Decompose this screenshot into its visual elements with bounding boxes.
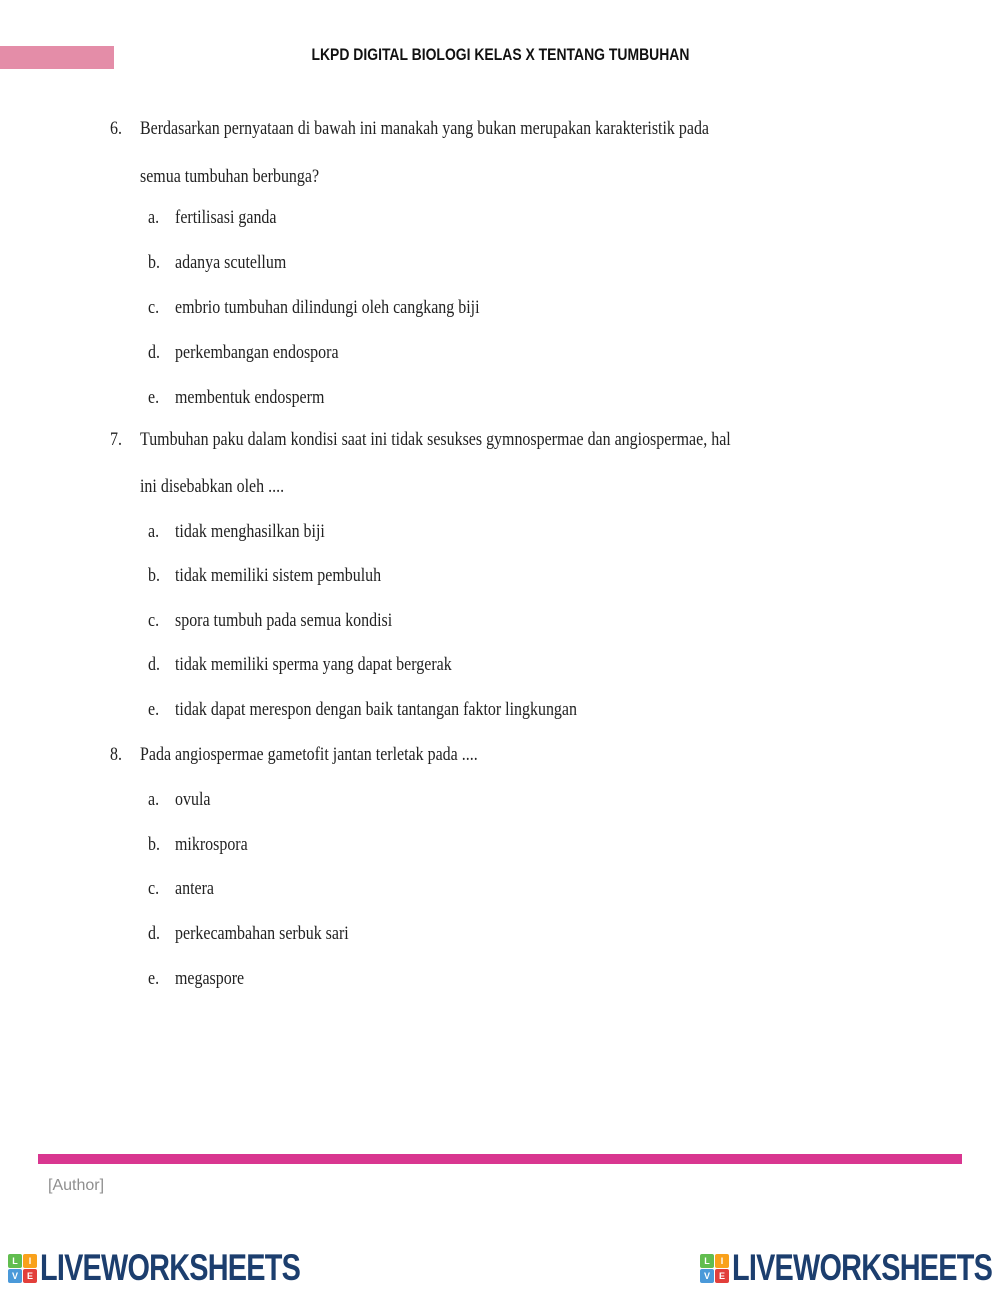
- option-letter: b.: [148, 252, 160, 273]
- option-letter: e.: [148, 968, 160, 989]
- author-placeholder: [Author]: [48, 1177, 105, 1194]
- option-text: fertilisasi ganda: [175, 207, 277, 228]
- page-title: LKPD DIGITAL BIOLOGI KELAS X TENTANG TUMBUHAN: [311, 45, 689, 64]
- option-text: tidak memiliki sistem pembuluh: [175, 565, 382, 586]
- liveworksheets-grid-icon: [8, 1254, 37, 1283]
- logo-letter-v: V: [8, 1269, 22, 1283]
- question-8-option-b: [0, 834, 1000, 858]
- logo-letter-e: E: [23, 1269, 37, 1283]
- logo-letter-v: V: [700, 1269, 714, 1283]
- option-text: antera: [175, 878, 214, 899]
- question-6-option-c: [0, 297, 1000, 321]
- question-7-line-1: [0, 429, 1000, 453]
- option-text: megaspore: [175, 968, 245, 989]
- liveworksheets-grid-icon: [700, 1254, 729, 1283]
- option-letter: b.: [148, 565, 160, 586]
- option-text: embrio tumbuhan dilindungi oleh cangkang biji: [175, 297, 480, 318]
- option-text: tidak memiliki sperma yang dapat bergerak: [175, 654, 452, 675]
- option-letter: e.: [148, 699, 160, 720]
- question-7-option-b: [0, 565, 1000, 589]
- logo-letter-l: L: [700, 1254, 714, 1268]
- option-text: adanya scutellum: [175, 252, 287, 273]
- option-text: tidak menghasilkan biji: [175, 521, 325, 542]
- option-letter: d.: [148, 342, 160, 363]
- question-7-line-2: [0, 476, 1000, 500]
- question-6-number: 6.: [110, 118, 122, 139]
- question-7-text-continued: ini disebabkan oleh ....: [140, 476, 285, 497]
- logo-letter-e: E: [715, 1269, 729, 1283]
- question-6-option-a: [0, 207, 1000, 231]
- option-text: spora tumbuh pada semua kondisi: [175, 610, 393, 631]
- option-text: tidak dapat merespon dengan baik tantangan faktor lingkungan: [175, 699, 577, 720]
- option-letter: c.: [148, 878, 160, 899]
- option-letter: a.: [148, 521, 160, 542]
- liveworksheets-wordmark: LIVEWORKSHEETS: [40, 1247, 301, 1288]
- question-6-line-1: [0, 118, 1000, 142]
- liveworksheets-wordmark: LIVEWORKSHEETS: [732, 1247, 993, 1288]
- option-letter: d.: [148, 654, 160, 675]
- question-8-option-e: [0, 968, 1000, 992]
- question-8-option-a: [0, 789, 1000, 813]
- question-7-option-c: [0, 610, 1000, 634]
- option-text: ovula: [175, 789, 211, 810]
- header: [0, 46, 1000, 63]
- logo-letter-i: I: [715, 1254, 729, 1268]
- question-8-option-d: [0, 923, 1000, 947]
- option-text: mikrospora: [175, 834, 248, 855]
- option-letter: a.: [148, 789, 160, 810]
- question-8-option-c: [0, 878, 1000, 902]
- question-6-option-e: [0, 387, 1000, 411]
- question-7-option-e: [0, 699, 1000, 723]
- question-8-line-1: [0, 744, 1000, 768]
- liveworksheets-logo-left[interactable]: [8, 1247, 373, 1288]
- question-7-text: Tumbuhan paku dalam kondisi saat ini tidak sesukses gymnospermae dan angiospermae, hal: [140, 429, 731, 450]
- question-6-text: Berdasarkan pernyataan di bawah ini manakah yang bukan merupakan karakteristik pada: [140, 118, 710, 139]
- option-text: perkecambahan serbuk sari: [175, 923, 349, 944]
- logo-letter-i: I: [23, 1254, 37, 1268]
- question-6-line-2: [0, 166, 1000, 190]
- logo-letter-l: L: [8, 1254, 22, 1268]
- option-letter: d.: [148, 923, 160, 944]
- question-7-option-d: [0, 654, 1000, 678]
- question-6-text-continued: semua tumbuhan berbunga?: [140, 166, 320, 187]
- option-letter: e.: [148, 387, 160, 408]
- question-6-option-b: [0, 252, 1000, 276]
- option-letter: a.: [148, 207, 160, 228]
- option-text: perkembangan endospora: [175, 342, 339, 363]
- liveworksheets-logo-right[interactable]: [700, 1247, 1000, 1288]
- question-8-text: Pada angiospermae gametofit jantan terletak pada ....: [140, 744, 478, 765]
- footer-divider-bar: [38, 1154, 962, 1164]
- question-6-option-d: [0, 342, 1000, 366]
- option-text: membentuk endosperm: [175, 387, 325, 408]
- question-7-number: 7.: [110, 429, 122, 450]
- question-7-option-a: [0, 521, 1000, 545]
- option-letter: b.: [148, 834, 160, 855]
- option-letter: c.: [148, 610, 160, 631]
- question-8-number: 8.: [110, 744, 122, 765]
- option-letter: c.: [148, 297, 160, 318]
